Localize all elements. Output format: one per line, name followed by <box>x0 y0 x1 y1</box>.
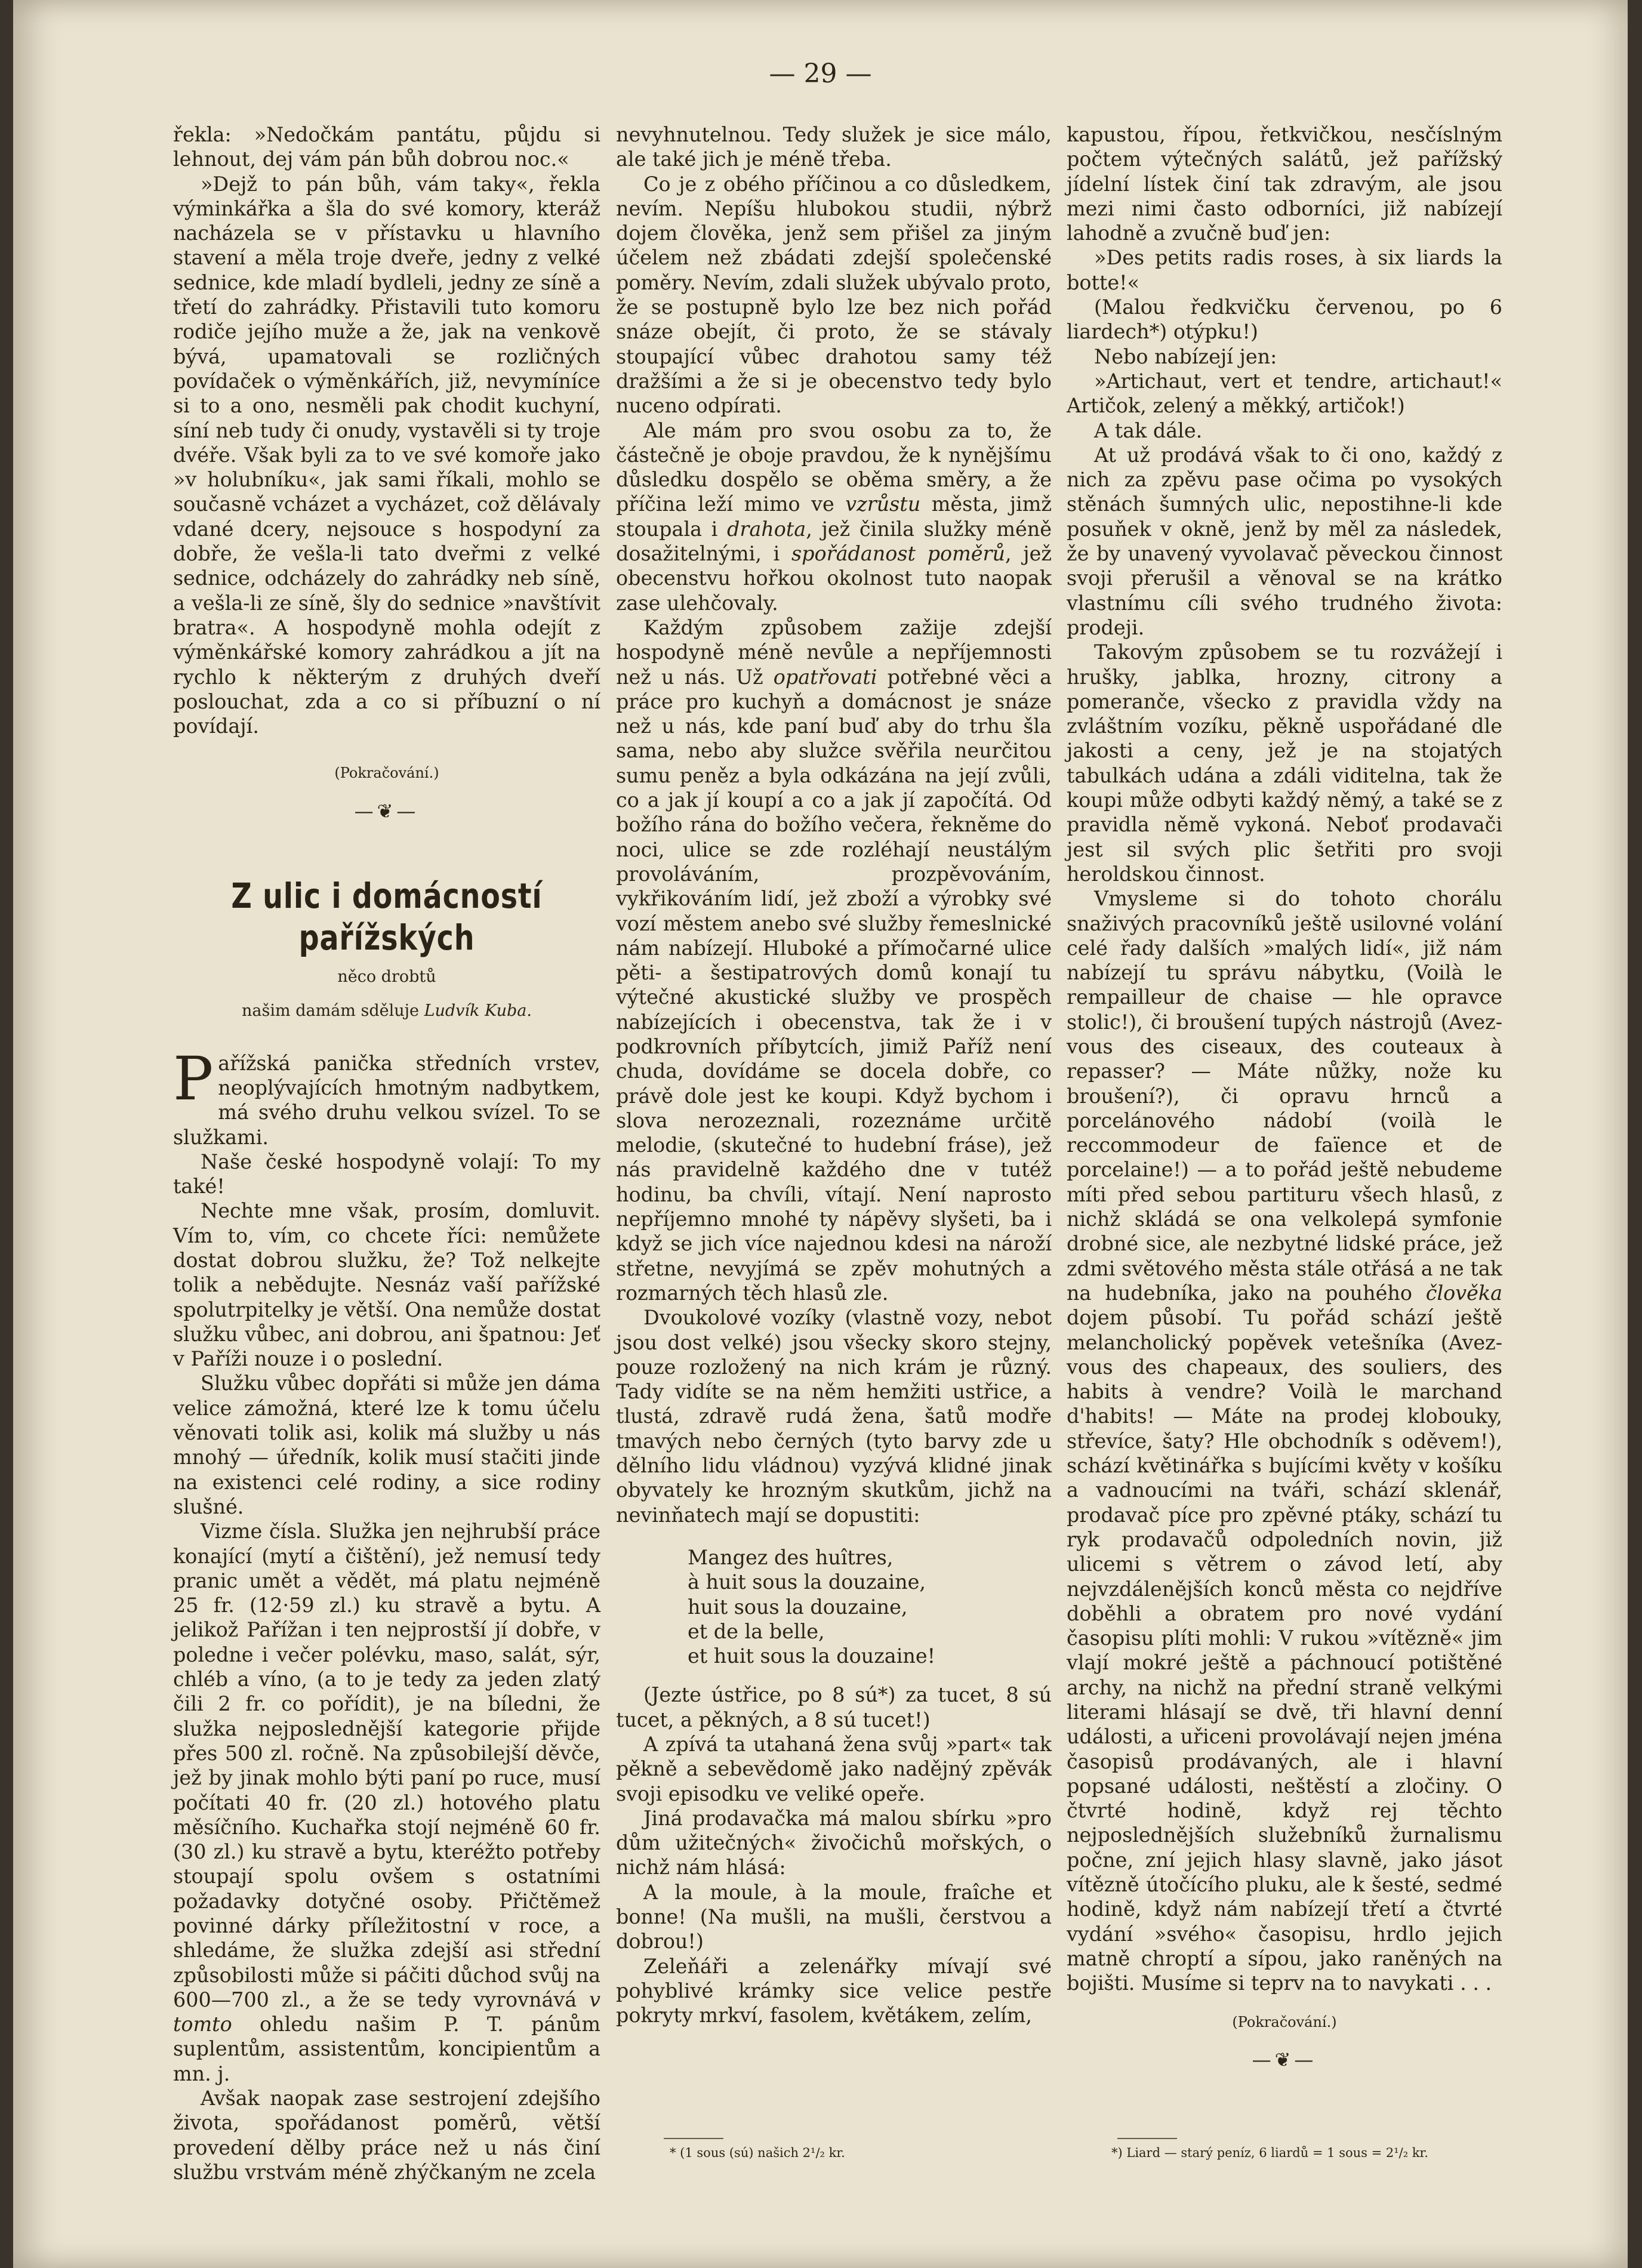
verse-line: et huit sous la douzaine! <box>688 1644 936 1668</box>
paragraph: »Des petits radis roses, à six liards la botte!« <box>1067 246 1502 294</box>
paragraph: Takovým způsobem se tu rozvážejí i hrušky, jablka, hrozny, citrony a pomeranče, všecko z pravidla vždy na zvláštním vozíku, pěkně uspořádané dle jakosti a ceny, jež je na stojatých tabulkách udána a zdáli viditelna, tak že koupi může odbyti každý němý, a také se z pravidla němě vykoná. Neboť prodavači jest sil svých plic šetřiti pro svoji heroldskou činnost. <box>1067 640 1502 886</box>
paragraph: Služku vůbec dopřáti si může jen dáma velice zámožná, které lze k tomu účelu věnovati tolik asi, kolik má služby u nás mnohý — úředník, kolik musí stačiti jinde na existenci celé rodiny, a sice rodiny slušné. <box>173 1372 600 1518</box>
paragraph-text: dojem působí. Tu pořád schází ještě melancholický popěvek vetešníka (Avez-vous des chapeaux, des souliers, des habits à vendre? Voilà le marchand d'habits! — Máte na prodej klobouky, střevíce, šaty? Hle obchodník s oděvem!), schází květinářka s bujícími květy v košíku a vadnoucími na tváři, schází sklenář, prodavač píce pro zpěvné ptáky, schází tu ryk prodavačů odpoledních novin, již ulicemi s větrem o závod letí, aby nejvzdálenějších konců města co nejdříve doběhli a obratem pro nové vydání časopisu plíti mohli: V rukou »vítězně« jim vlají mokré ještě a páchnoucí potištěné archy, na nichž na přední straně velkými literami hlásají se dvě, tři hlavní denní události, a uřiceni provolávají nejen jména časopisů prodávaných, ale i hlavní popsané události, neštěstí a zločiny. O čtvrté hodině, když rej těchto nejposlednějších služebníků žurnalismu počne, zní jejich hlasy slavně, jako jásot vítězně útočícího pluku, ale k šesté, sedmé hodině, když nám nabízejí třetí a čtvrté vydání »svého« časopisu, hrdlo jejich matně chroptí a sípou, jako raněných na bojišti. Musíme si teprv na to navykati . . . <box>1067 1306 1502 1995</box>
footnote-col2: * (1 sous (sú) našich 2¹/₂ kr. <box>670 2146 845 2160</box>
paragraph-text: ohledu našim P. T. pánům suplentům, assistentům, koncipientům a mn. j. <box>173 2013 600 2085</box>
paragraph: Jiná prodavačka má malou sbírku »pro dům užitečných« živočichů mořských, o nichž nám hlásá: <box>616 1806 1052 1879</box>
italic-text: vzrůstu <box>845 492 921 516</box>
paragraph: Nechte mne však, prosím, domluvit. Vím to, vím, co chcete říci: nemůžete dostat dobrou služku, že? Tož nelkejte tolik a nebědujte. Nesnáz vaší pařížské spolutrpitelky je větší. Ona nemůže dostat služku vůbec, ani dobrou, ani špatnou: Jeť v Paříži nouze i o poslední. <box>173 1199 600 1371</box>
paragraph: A zpívá ta utahaná žena svůj »part« tak pěkně a sebevědomě jako nadějný zpěvák svoji episodku ve veliké opeře. <box>616 1733 1052 1805</box>
paragraph: Dvoukolové vozíky (vlastně vozy, nebot jsou dost velké) jsou všecky skoro stejny, pouze rozložený na nich krám je různý. Tady vidíte se na něm hemžiti ustřice, a tlustá, zdravě rudá žena, šatů modře tmavých nebo černých (tyto barvy zde u dělního lidu vládnou) vyzývá klidné jinak obyvately ke hrozným skutkům, jichž na nevinňatech mají se dopustiti: <box>616 1306 1052 1527</box>
article-subtitle: něco drobtů <box>337 967 436 987</box>
paragraph: Nebo nabízejí jen: <box>1094 344 1277 368</box>
italic-text: opatřovati <box>773 665 877 689</box>
paragraph-text: Každým způsobem zažije zdejší hospodyně méně nevůle a nepříjemnosti než u nás. Už <box>616 615 1052 689</box>
paragraph-text: potřebné věci a práce pro kuchyň a domácnost je snáze než u nás, kde paní buď aby do trhu šla sama, nebo aby služce svěřila neurčitou sumu peněz a byla odkázána na její zvůli, co a jak jí koupí a co a jak jí započítá. Od božího rána do božího večera, řekněme do noci, ulice se zde rozléhají neustálým provoláváním, prozpěvováním, vykřikováním lidí, jež zboží a výrobky své vozí městem anebo své služby řemeslnické nám nabízejí. Hluboké a přímočarné ulice pěti- a šestipatrových domů konají tu výtečné akustické služby ve prospěch nabízejících i obecenstva, tak že i v podkrovních příbytcích, jimiž Paříž není chuda, dovídáme se docela dobře, co právě dole jest ke koupi. Když bychom i slova nerozeznali, rozeznáme určitě melodie, (skutečné to hudební fráse), jež nás pravidelně každého dne v tutéž hodinu, ba chvíli, vítají. Není naprosto nepříjemno mnohé ty nápěvy slyšeti, ba i když se jich více najednou kdesi na nároží střetne, nevyjímá se zpěv mohutných a rozmarných těch hlasů zle. <box>616 665 1052 1305</box>
column-3 <box>1067 122 1502 2072</box>
paragraph: Co je z obého příčinou a co důsledkem, nevím. Nepíšu hlubokou studii, nýbrž dojem člověka, jenž sem přišel za jiným účelem než zbádati zdejší společenské poměry. Nevím, zdali služek ubývalo proto, že se postupně bylo lze bez nich pořád snáze obejít, či proto, že se stávaly stoupající vůbec drahotou samy též dražšími a že si je obecenstvo tedy bylo nuceno odpírati. <box>616 172 1052 418</box>
paragraph: (Malou ředkvičku červenou, po 6 liardech*) otýpku!) <box>1067 295 1502 344</box>
article-title: Z ulic i domácností pařížských <box>231 876 543 959</box>
newspaper-page <box>13 0 1628 2268</box>
paragraph: »Artichaut, vert et tendre, artichaut!« Artičok, zelený a měkký, artičok!) <box>1067 369 1502 418</box>
paragraph: Zeleňáři a zelenářky mívají své pohyblivé krámky sice velice pestře pokryty mrkví, fasolem, květákem, zelím, <box>616 1954 1052 2027</box>
paragraph-text: , jež činila služky méně dosažitelnými, i <box>616 517 1052 566</box>
paragraph-text: Vmysleme si do tohoto chorálu snaživých pracovníků ještě usilovné volání celé řady dalších »malých lidí«, již nám nabízejí tu správu nábytku, (Voilà le rempailleur de chaise — hle opravce stolic!), či broušení tupých nástrojů (Avez-vous des ciseaux, des couteaux à repasser? — Máte nůžky, nože ku broušení?), či opravu hrnců a porcelánového nádobí (voilà le reccommodeur de faïence et de porcelaine!) — a to pořád ještě nebudeme míti před sebou partituru všech hlasů, z nichž skládá se ona velkolepá symfonie drobné sice, ale nezbytné lidské práce, jež zdmi světového města stále otřásá a ne tak na hudebníka, jako na pouhého <box>1067 887 1502 1305</box>
continued-note: (Pokračování.) <box>334 765 439 782</box>
footnote-rule <box>1117 2138 1177 2139</box>
italic-text: člověka <box>1425 1281 1502 1305</box>
paragraph: nevyhnutelnou. Tedy služek je sice málo, ale také jich je méně třeba. <box>616 123 1052 171</box>
footnote-col3: *) Liard — starý peníz, 6 liardů = 1 sous = 2¹/₂ kr. <box>1111 2146 1428 2160</box>
paragraph: A la moule, à la moule, fraîche et bonne! (Na mušli, na mušli, čerstvou a dobrou!) <box>616 1880 1052 1953</box>
first-paragraph <box>173 1043 600 1150</box>
paragraph: kapustou, řípou, řetkvičkou, nesčíslným počtem výtečných salátů, jež pařížský jídelní lístek činí tak zdravým, ale jsou mezi nimi často odborníci, již nabízejí lahodně a zvučně buď jen: <box>1067 123 1502 245</box>
footnote-rule <box>664 2138 723 2139</box>
byline-prefix: našim damám sděluje <box>242 1002 424 1021</box>
page-number: — 29 — <box>769 58 872 89</box>
paragraph-text: , jež obecenstvu hořkou okolnost tuto naopak zase ulehčovaly. <box>616 542 1052 615</box>
verse-line: et de la belle, <box>688 1619 825 1643</box>
paragraph: Naše české hospodyně volají: To my také! <box>173 1150 600 1198</box>
paragraph <box>616 418 1052 615</box>
article-byline <box>173 999 600 1023</box>
italic-text: drahota <box>727 517 806 541</box>
continued-note: (Pokračování.) <box>1232 2013 1337 2030</box>
italic-text: spořádanost poměrů <box>791 542 1005 566</box>
paragraph <box>1067 886 1502 1995</box>
italic-text: v tomto <box>173 1987 600 2036</box>
column-2 <box>616 122 1052 2028</box>
ornament-divider: —❦— <box>354 799 420 822</box>
ornament-divider: —❦— <box>1252 2048 1317 2071</box>
verse-line: à huit sous la douzaine, <box>688 1570 926 1594</box>
column-1 <box>173 122 600 2184</box>
paragraph-text: Ale mám pro svou osobu za to, že částečně je oboje pravdou, že k nynějšímu důsledku dospělo se oběma směry, a že příčina leží mimo ve <box>616 418 1052 516</box>
verse-line: huit sous la douzaine, <box>688 1595 908 1619</box>
song-verse <box>688 1545 1052 1668</box>
first-paragraph-text: ařížská panička středních vrstev, neoplývajících hmotným nadbytkem, má svého druhu velkou svízel. To se služkami. <box>173 1051 600 1149</box>
paragraph: řekla: »Nedočkám pantátu, půjdu si lehnout, dej vám pán bůh dobrou noc.« <box>173 123 600 171</box>
paragraph: A tak dále. <box>1094 418 1203 442</box>
paragraph: At už prodává však to či ono, každý z nich za zpěvu pase očima po vysokých stěnách šumných ulic, nepostihne-li kde posuňek v okně, jenž by měl za následek, že by unavený vyvolavač pěveckou činnost svoji přerušil a věnoval se na krátko vlastnímu cíli svého trudného života: prodeji. <box>1067 443 1502 639</box>
paragraph <box>616 615 1052 1305</box>
paragraph-text: Vizme čísla. Služka jen nejhrubší práce konající (mytí a čištění), jež nemusí tedy pranic umět a vědět, má platu nejméně 25 fr. (12·59 zl.) ku stravě a bytu. A jelikož Pařížan i ten nejprostší jí dobře, v poledne i večer polévku, maso, salát, sýr, chléb a víno, (a to je tedy za jeden zlatý čili 2 fr. co pořídit), je na bíledni, že služka nejposlednější kategorie přijde přes 500 zl. ročně. Na způsobilejší děvče, jež by jinak mohlo býti paní po ruce, musí počítati 40 fr. (20 zl.) hotového platu měsíčního. Kuchařka stojí nejméně 60 fr. (30 zl.) ku stravě a bytu, kteréžto potřeby stoupají spolu ovšem s ostatními požadavky dotyčné osoby. Přičtěmež povinné dárky příležitostní v roce, a shledáme, že služka zdejší asi střední způsobilosti může si páčiti důchod svůj na 600—700 zl., a že se tedy vyrovnává <box>173 1520 600 2011</box>
paragraph: »Dejž to pán bůh, vám taky«, řekla výminkářka a šla do své komory, kteráž nacházela se v přístavku u hlavního stavení a měla troje dveře, jedny z velké sednice, kde mladí bydleli, jedny ze síně a třetí do zahrádky. Přistavili tuto komoru rodiče jejího muže a že, jak na venkově bývá, upamatovali se rozličných povídaček o výměnkářích, již, nevymíníce si to a ono, nesměli pak chodit kuchyní, síní neb tudy či onudy, vystavěli si ty troje dvéře. Však byli za to ve své komoře jako »v holubníku«, jak sami říkali, mohlo se současně vcházet a vycházet, což dělávaly vdané dcery, nejsouce s hospodyní za dobře, že vešla-li tato dveřmi z velké sednice, odcházely do zahrádky neb síně, a vešla-li ze síně, šly do sednice »navštívit bratra«. A hospodyně mohla odejít z výměnkářské komory zahrádkou a jít na rychlo k některým z druhých dveří poslouchat, zda a co si příbuzní o ní povídají. <box>173 172 600 738</box>
verse-line: Mangez des huîtres, <box>688 1545 894 1569</box>
paragraph: (Jezte ústřice, po 8 sú*) za tucet, 8 sú tucet, a pěkných, a 8 sú tucet!) <box>616 1683 1052 1731</box>
drop-cap: P <box>173 1043 214 1114</box>
paragraph: Avšak naopak zase sestrojení zdejšího života, spořádanost poměrů, větší provedení dělby práce než u nás činí službu vrstvám méně zhýčkaným ne zcela <box>173 2087 600 2184</box>
paragraph-text: města, jimž stoupala i <box>616 492 1052 541</box>
paragraph <box>173 1519 600 2086</box>
byline-author: Ludvík Kuba. <box>424 1002 532 1021</box>
